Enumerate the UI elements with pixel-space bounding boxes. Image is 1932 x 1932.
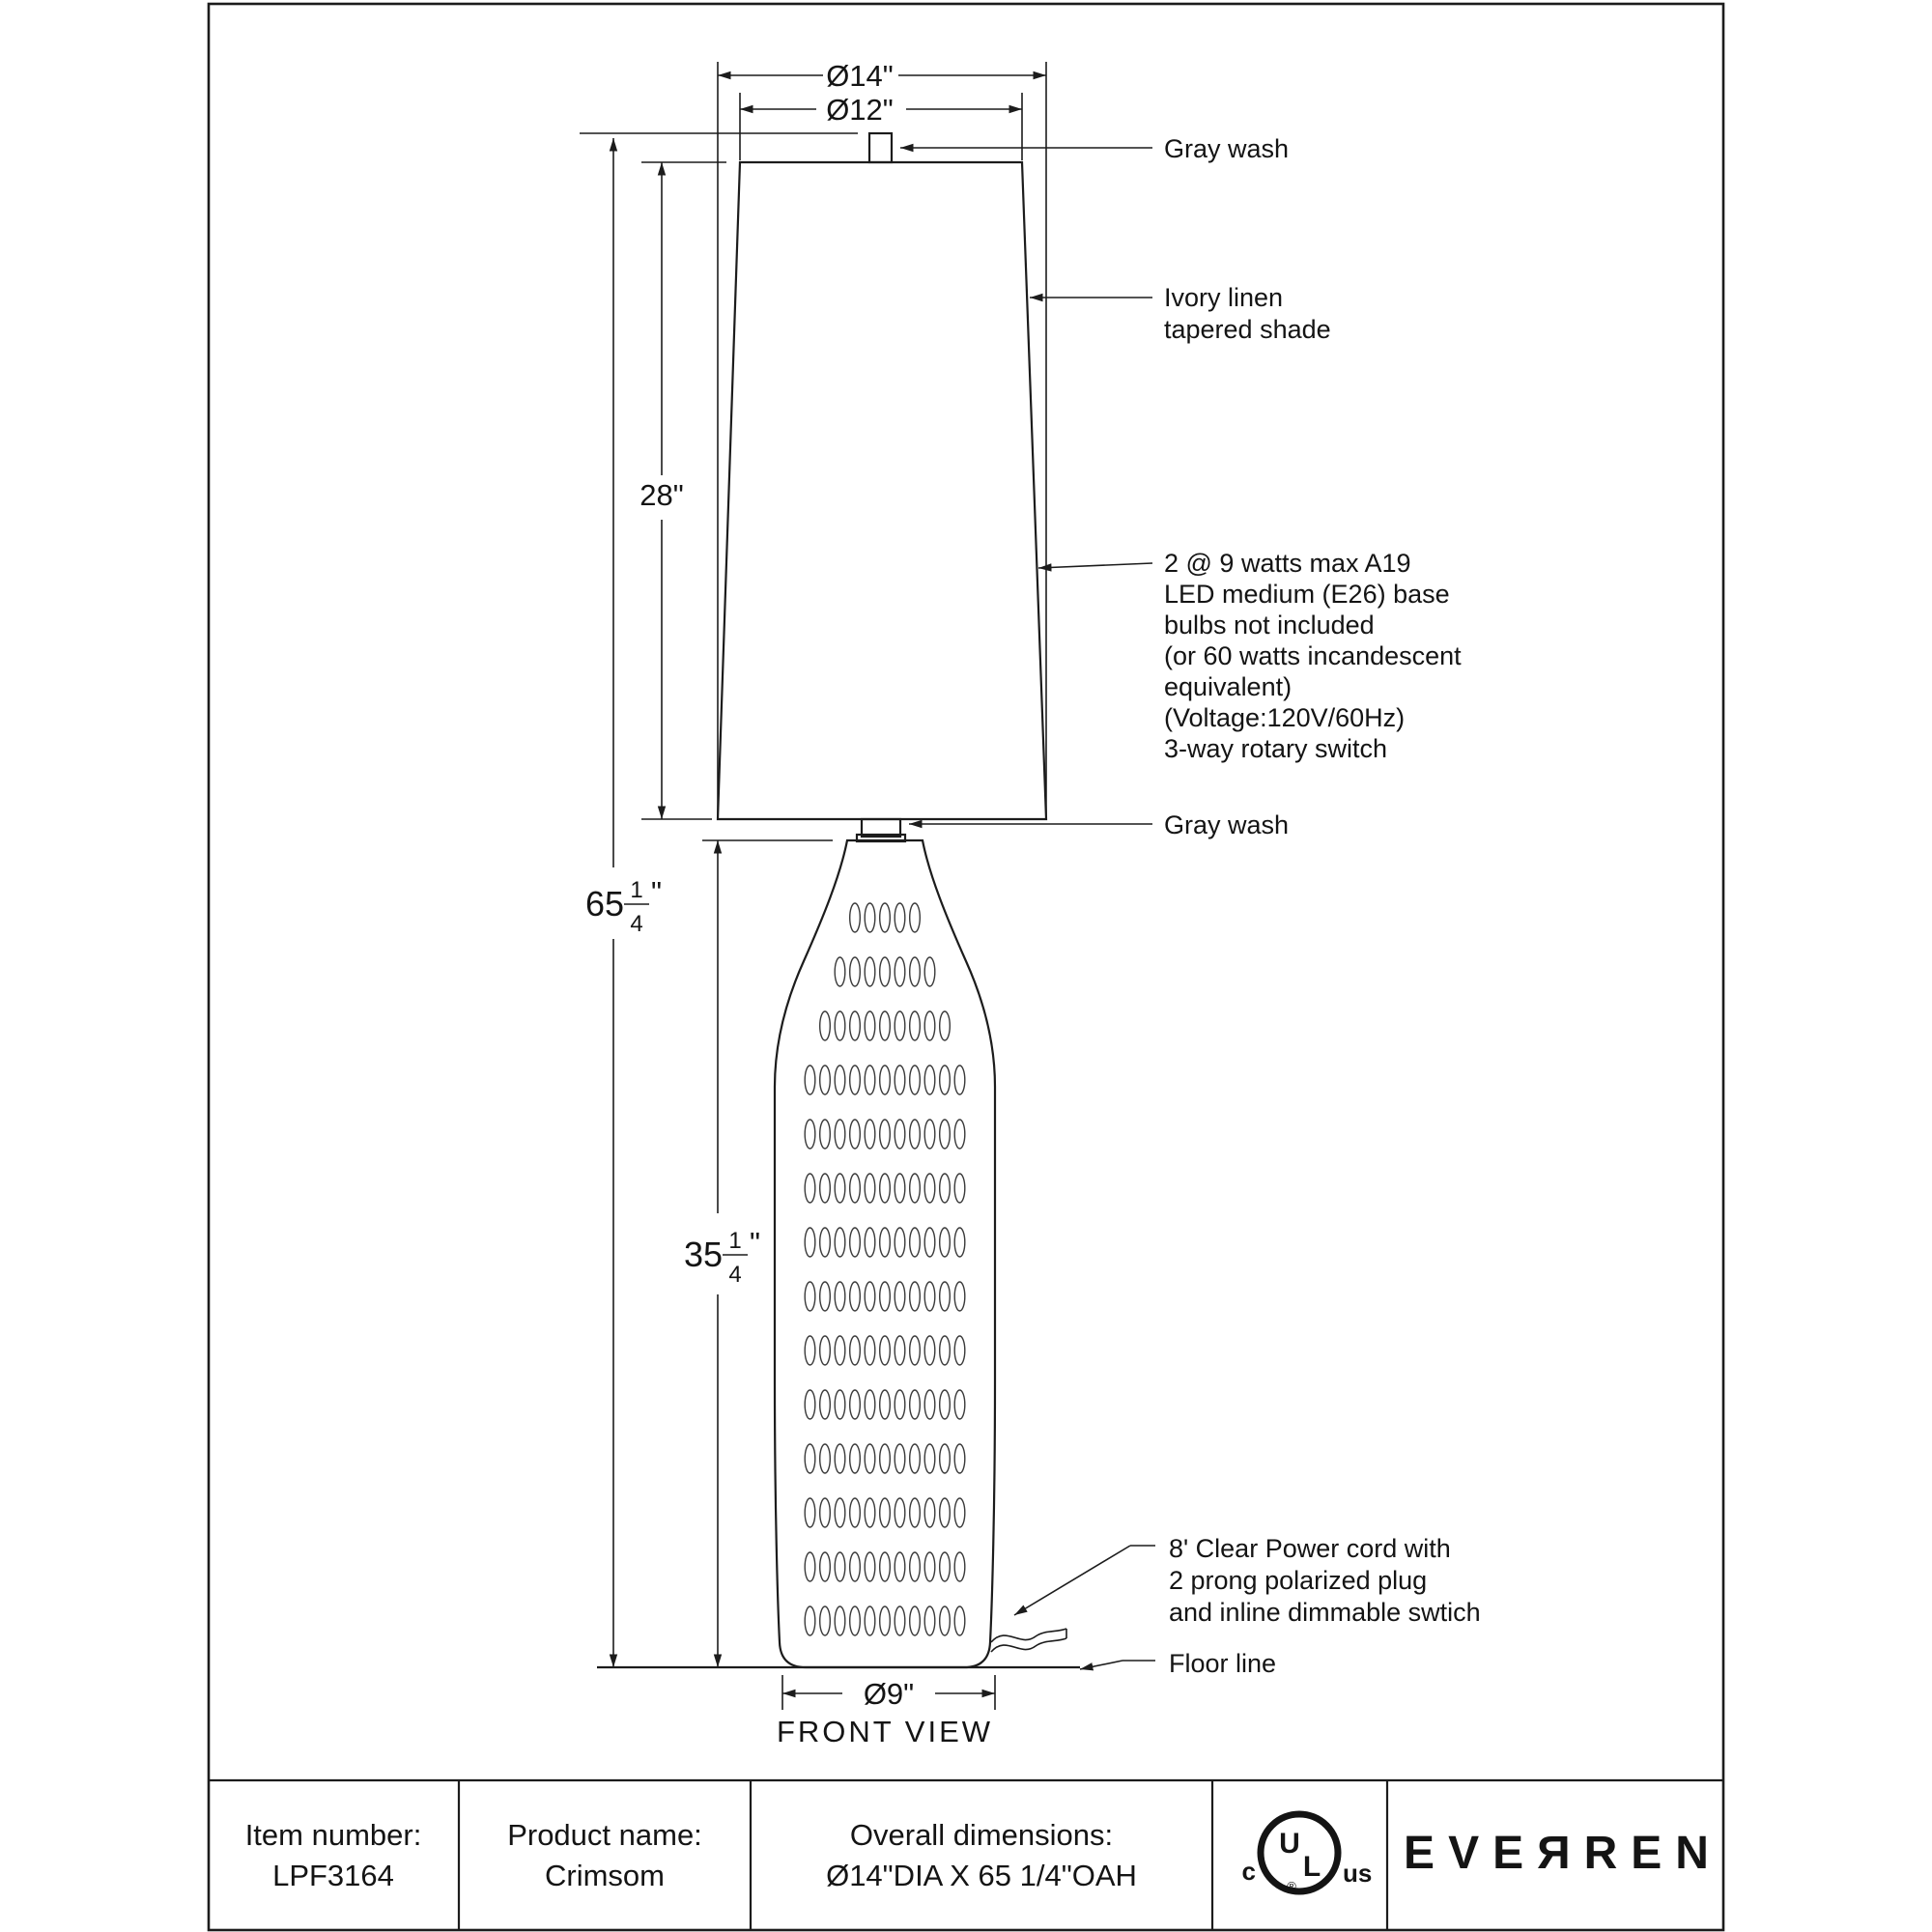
dim-shade-top-diameter — [740, 93, 1022, 127]
brand-logo: EVEЯREN — [1404, 1828, 1722, 1879]
sheet-border — [209, 4, 1723, 1930]
lamp-body — [775, 840, 995, 1667]
dim-label-65-1-4 — [585, 875, 662, 937]
view-label: FRONT VIEW — [776, 1715, 994, 1748]
dim-shade-bottom-diameter — [718, 59, 1046, 93]
svg-text:4: 4 — [728, 1262, 742, 1288]
annotation-finial-finish: Gray wash — [1164, 134, 1290, 163]
svg-text:®: ® — [1287, 1879, 1296, 1893]
svg-text:1: 1 — [728, 1228, 742, 1254]
dim-base-diameter — [782, 1677, 995, 1711]
svg-text:c: c — [1241, 1857, 1256, 1886]
lamp-drawing — [597, 133, 1080, 1667]
svg-text:": " — [651, 875, 663, 909]
annotation-floor-line: Floor line — [1169, 1649, 1277, 1678]
title-block-product-name — [507, 1818, 702, 1892]
title-block — [209, 1780, 1723, 1930]
svg-text:35: 35 — [683, 1235, 723, 1274]
finial — [869, 133, 892, 162]
callouts — [900, 134, 1481, 1678]
dim-shade-height — [639, 162, 684, 819]
svg-text:us: us — [1343, 1859, 1373, 1888]
lamp-neck — [857, 819, 905, 841]
dim-overall-height — [585, 138, 662, 1667]
dim-label-dia9: Ø9" — [863, 1677, 915, 1711]
dim-label-dia12: Ø12" — [826, 93, 894, 127]
svg-text:Ø14"DIA X 65 1/4"OAH: Ø14"DIA X 65 1/4"OAH — [826, 1859, 1137, 1892]
svg-text:Overall dimensions:: Overall dimensions: — [849, 1818, 1114, 1852]
svg-text:1: 1 — [630, 877, 643, 903]
annotation-power-cord — [1169, 1534, 1481, 1627]
title-block-overall-dimensions — [826, 1818, 1137, 1892]
svg-text:2 @ 9 watts max A19: 2 @ 9 watts max A19 — [1164, 549, 1411, 578]
dim-label-dia14: Ø14" — [826, 59, 894, 93]
svg-text:3-way rotary switch: 3-way rotary switch — [1164, 734, 1388, 763]
annotation-neck-finish: Gray wash — [1164, 810, 1290, 839]
lamp-shade — [718, 162, 1046, 819]
svg-text:L: L — [1302, 1851, 1321, 1883]
svg-text:(or 60 watts incandescent: (or 60 watts incandescent — [1164, 641, 1462, 670]
ul-certification-icon — [1242, 1814, 1373, 1893]
dimensions — [580, 59, 1046, 1711]
svg-text:LED medium (E26) base: LED medium (E26) base — [1164, 580, 1450, 609]
svg-text:4: 4 — [630, 911, 643, 937]
svg-text:2 prong polarized plug: 2 prong polarized plug — [1169, 1566, 1428, 1595]
annotation-shade-line2: tapered shade — [1164, 315, 1331, 344]
svg-text:Product name:: Product name: — [507, 1818, 702, 1852]
svg-text:": " — [750, 1226, 761, 1260]
svg-text:LPF3164: LPF3164 — [272, 1859, 394, 1892]
title-block-item-number — [245, 1818, 422, 1892]
annotation-shade-line1: Ivory linen — [1164, 283, 1284, 312]
svg-text:8' Clear Power cord with: 8' Clear Power cord with — [1169, 1534, 1451, 1563]
dim-body-height — [684, 840, 760, 1667]
svg-text:U: U — [1279, 1828, 1300, 1860]
annotation-bulb-spec — [1164, 549, 1462, 763]
body-texture — [805, 903, 965, 1635]
svg-text:and inline dimmable swtich: and inline dimmable swtich — [1169, 1598, 1481, 1627]
svg-text:Item number:: Item number: — [244, 1818, 422, 1852]
dim-label-28: 28" — [639, 478, 684, 512]
svg-text:equivalent): equivalent) — [1164, 672, 1293, 701]
svg-text:Crimsom: Crimsom — [545, 1859, 665, 1892]
dim-label-35-1-4 — [684, 1226, 760, 1288]
svg-text:(Voltage:120V/60Hz): (Voltage:120V/60Hz) — [1164, 703, 1406, 732]
svg-text:65: 65 — [584, 884, 624, 923]
power-cord — [991, 1629, 1066, 1652]
svg-text:bulbs not included: bulbs not included — [1164, 611, 1375, 639]
